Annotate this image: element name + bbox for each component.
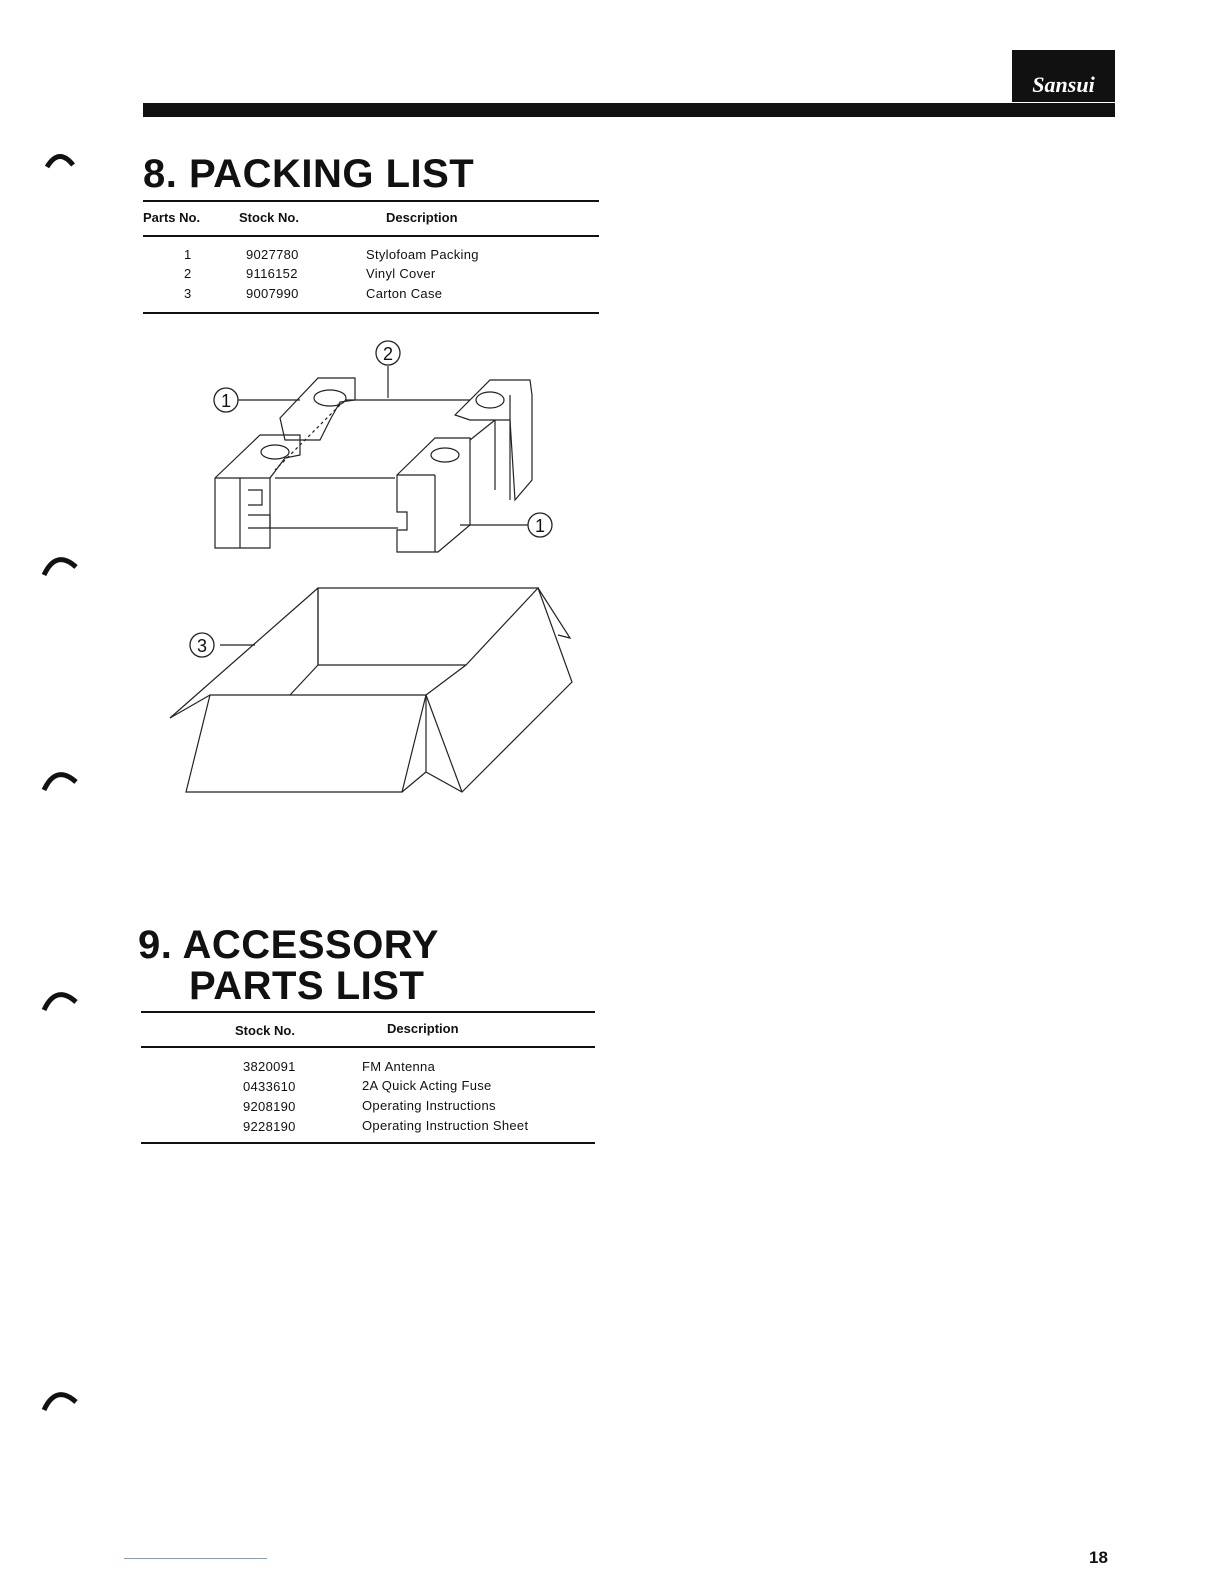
description-cell: Stylofoam Packing <box>366 247 479 262</box>
description-cell: Vinyl Cover <box>366 266 436 281</box>
table-bottom-rule <box>143 312 599 314</box>
description-cell: Carton Case <box>366 286 443 301</box>
stock-no-cell: 9027780 <box>246 247 299 262</box>
packing-title-rule <box>143 200 599 202</box>
binder-hole-mark-icon <box>40 1380 80 1420</box>
stock-no-cell: 9007990 <box>246 286 299 301</box>
callout-vinyl: 2 <box>382 344 394 364</box>
description-cell: FM Antenna <box>362 1059 436 1074</box>
packing-illustration <box>160 330 600 810</box>
col-stock-no: Stock No. <box>239 210 299 225</box>
col-description: Description <box>387 1021 459 1036</box>
description-cell: 2A Quick Acting Fuse <box>362 1078 492 1093</box>
binder-hole-mark-icon <box>40 545 80 585</box>
parts-no-cell: 1 <box>184 247 192 262</box>
stock-no-cell: 0433610 <box>243 1079 296 1094</box>
callout-circle-icon <box>190 341 552 657</box>
stock-no-cell: 9208190 <box>243 1099 296 1114</box>
sansui-logo: Sansui <box>1012 50 1115 102</box>
header-rule <box>143 103 1115 117</box>
table-bottom-rule <box>141 1142 595 1144</box>
col-description: Description <box>386 210 458 225</box>
accessory-title-line1: 9. ACCESSORY <box>138 923 439 967</box>
callout-foam-left: 1 <box>220 391 232 411</box>
page-number: 18 <box>1089 1548 1108 1567</box>
callout-foam-right: 1 <box>534 516 546 536</box>
accessory-title-line2: PARTS LIST <box>189 964 425 1008</box>
stock-no-cell: 3820091 <box>243 1059 296 1074</box>
bottom-edge-line <box>124 1558 267 1559</box>
description-cell: Operating Instructions <box>362 1098 496 1113</box>
table-header-rule <box>143 235 599 237</box>
binder-hole-mark-icon <box>40 760 80 800</box>
stock-no-cell: 9228190 <box>243 1119 296 1134</box>
stock-no-cell: 9116152 <box>246 266 298 281</box>
binder-hole-mark-icon <box>45 145 85 185</box>
col-parts-no: Parts No. <box>143 210 201 225</box>
parts-no-cell: 2 <box>184 266 192 281</box>
callout-carton: 3 <box>196 636 208 656</box>
packing-list-title: 8. PACKING LIST <box>143 152 475 196</box>
description-cell: Operating Instruction Sheet <box>362 1118 529 1133</box>
binder-hole-mark-icon <box>40 980 80 1020</box>
col-stock-no: Stock No. <box>235 1023 295 1038</box>
accessory-title-rule <box>141 1011 595 1013</box>
parts-no-cell: 3 <box>184 286 192 301</box>
table-header-rule <box>141 1046 595 1048</box>
